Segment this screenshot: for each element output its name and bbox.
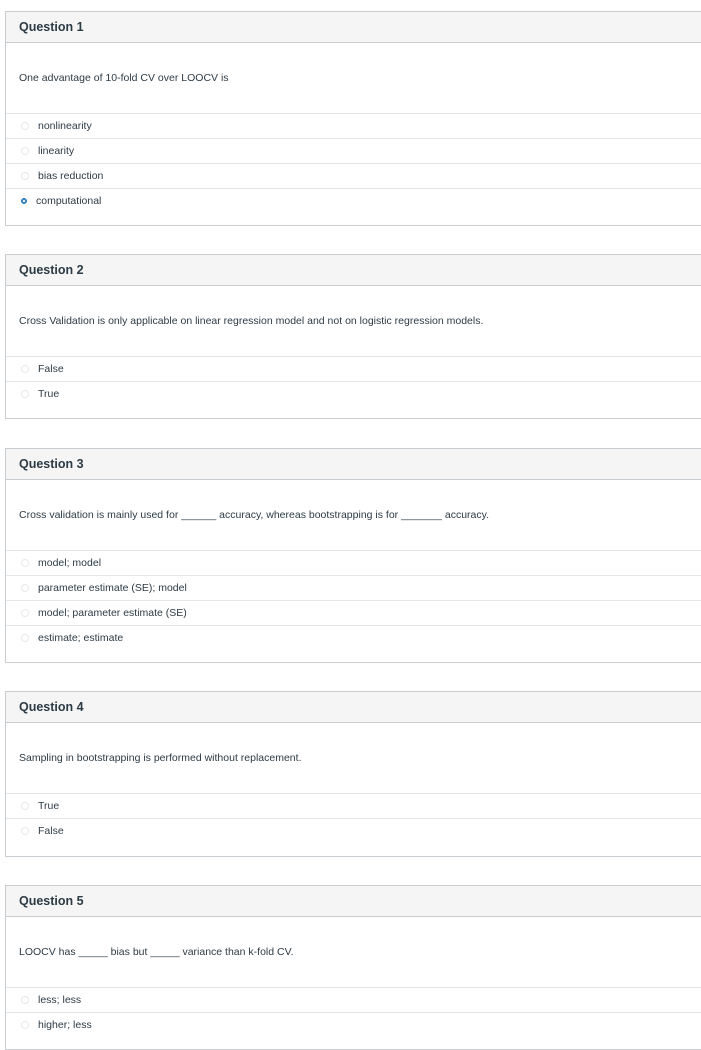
answer-label: False bbox=[38, 825, 64, 837]
question-title: Question 2 bbox=[6, 255, 701, 286]
question-card-1 bbox=[5, 11, 701, 226]
question-title: Question 1 bbox=[6, 12, 701, 43]
question-title: Question 4 bbox=[6, 692, 701, 723]
answer-option[interactable] bbox=[6, 139, 701, 164]
radio-icon[interactable] bbox=[21, 172, 29, 180]
answer-option[interactable] bbox=[6, 988, 701, 1013]
answer-option[interactable] bbox=[6, 357, 701, 382]
radio-icon[interactable] bbox=[21, 634, 29, 642]
answer-option[interactable] bbox=[6, 794, 701, 819]
answer-option[interactable] bbox=[6, 114, 701, 139]
answer-option[interactable] bbox=[6, 189, 701, 213]
question-card-5 bbox=[5, 885, 701, 1050]
answer-option[interactable] bbox=[6, 164, 701, 189]
answer-option[interactable] bbox=[6, 382, 701, 406]
answer-option[interactable] bbox=[6, 626, 701, 650]
question-card-4 bbox=[5, 691, 701, 857]
radio-icon[interactable] bbox=[21, 559, 29, 567]
answer-label: estimate; estimate bbox=[38, 632, 124, 644]
radio-icon[interactable] bbox=[21, 609, 29, 617]
answer-label: higher; less bbox=[38, 1019, 92, 1031]
radio-icon[interactable] bbox=[21, 827, 29, 835]
radio-icon[interactable] bbox=[21, 365, 29, 373]
radio-icon[interactable] bbox=[21, 1021, 29, 1029]
question-text: Sampling in bootstrapping is performed without replacement. bbox=[6, 723, 701, 794]
radio-icon[interactable] bbox=[21, 147, 29, 155]
radio-icon[interactable] bbox=[21, 390, 29, 398]
question-text: One advantage of 10-fold CV over LOOCV is bbox=[6, 43, 701, 114]
answer-option[interactable] bbox=[6, 551, 701, 576]
answer-label: True bbox=[38, 800, 60, 812]
answer-option[interactable] bbox=[6, 576, 701, 601]
radio-icon[interactable] bbox=[21, 122, 29, 130]
answer-option[interactable] bbox=[6, 819, 701, 843]
question-text: Cross validation is mainly used for ______ accuracy, whereas bootstrapping is for _______ accuracy. bbox=[6, 480, 701, 551]
question-text: Cross Validation is only applicable on linear regression model and not on logistic regression models. bbox=[6, 286, 701, 357]
question-card-3 bbox=[5, 448, 701, 663]
answer-label: linearity bbox=[38, 145, 75, 157]
radio-selected-icon[interactable] bbox=[21, 198, 27, 204]
question-title: Question 5 bbox=[6, 886, 701, 917]
radio-icon[interactable] bbox=[21, 584, 29, 592]
question-text: LOOCV has _____ bias but _____ variance than k-fold CV. bbox=[6, 917, 701, 988]
answer-label: less; less bbox=[38, 994, 82, 1006]
radio-icon[interactable] bbox=[21, 802, 29, 810]
radio-icon[interactable] bbox=[21, 996, 29, 1004]
answer-label: bias reduction bbox=[38, 170, 104, 182]
answer-label: parameter estimate (SE); model bbox=[38, 582, 187, 594]
answer-label: False bbox=[38, 363, 64, 375]
answer-option[interactable] bbox=[6, 601, 701, 626]
answer-label: model; parameter estimate (SE) bbox=[38, 607, 187, 619]
answer-label: nonlinearity bbox=[38, 120, 92, 132]
answer-option[interactable] bbox=[6, 1013, 701, 1037]
question-title: Question 3 bbox=[6, 449, 701, 480]
answer-label: model; model bbox=[38, 557, 102, 569]
answer-label: True bbox=[38, 388, 60, 400]
answer-label: computational bbox=[36, 195, 102, 207]
question-card-2 bbox=[5, 254, 701, 419]
